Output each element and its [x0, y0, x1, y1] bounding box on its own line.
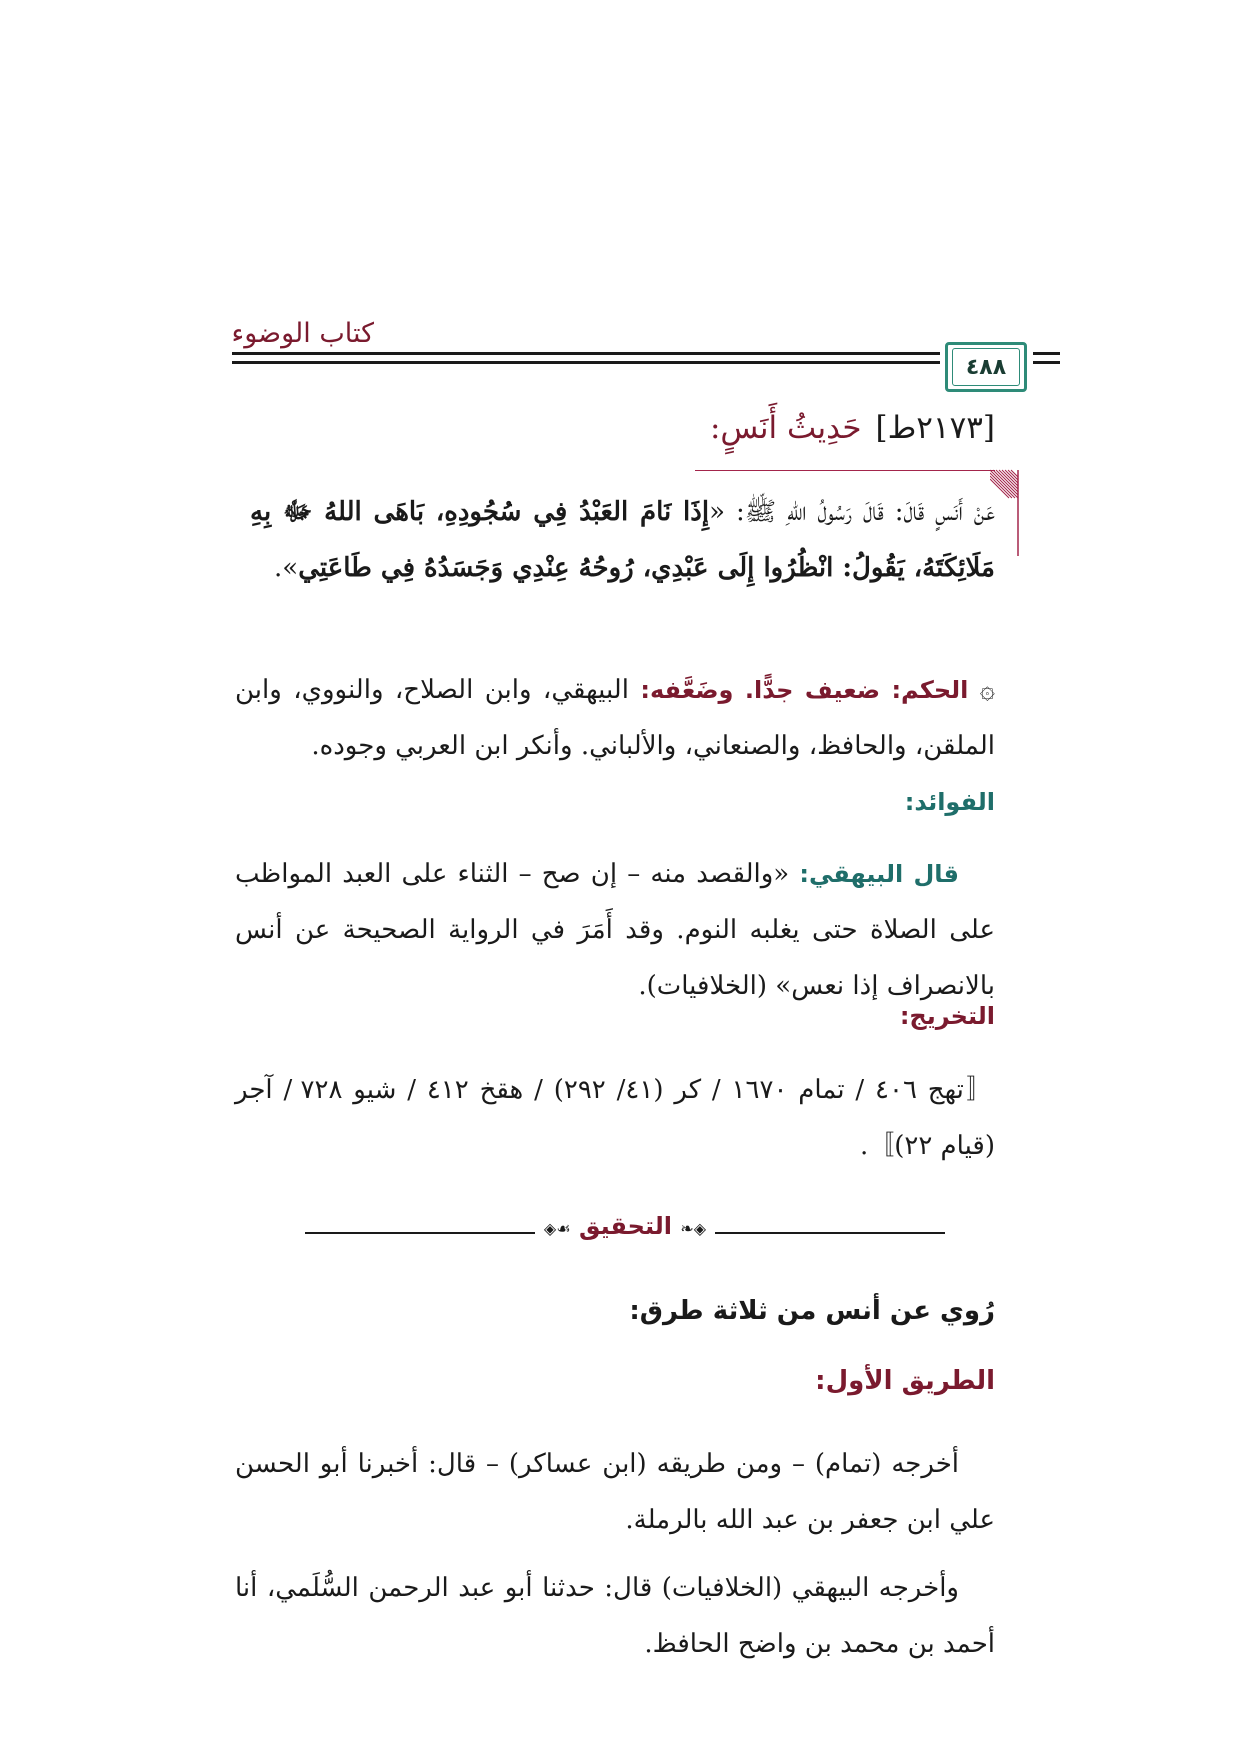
tahqiq-paragraph-2: وأخرجه البيهقي (الخلافيات) قال: حدثنا أبو عبد الرحمن السُّلَمي، أنا أحمد بن محمد بن واضح الحافظ.: [235, 1573, 995, 1659]
benefits-label: الفوائد:: [904, 788, 995, 816]
weakened-label: وضَعَّفه:: [640, 676, 734, 704]
takhrij-label: التخريج:: [899, 1002, 995, 1030]
hadith-matn: [250, 484, 995, 596]
hadith-title: حَدِيثُ أَنَسٍ:: [709, 410, 862, 446]
page-number-badge: [945, 342, 1027, 392]
tahqiq-intro: رُوي عن أنس من ثلاثة طرق:: [629, 1296, 995, 1326]
divider-ornament-icon: ☙◈: [543, 1219, 571, 1238]
matn-closing: ».: [274, 553, 299, 583]
ruling-icon: ۞: [979, 675, 996, 705]
matn-frame-line: [695, 470, 995, 471]
hadith-number: [٢١٧٣ط]: [875, 410, 995, 446]
ruling-verdict: ضعيف جدًّا.: [744, 676, 881, 704]
tahqiq-title: التحقيق: [578, 1212, 672, 1240]
header-rule-bottom: [232, 361, 940, 364]
benefits-text: «والقصد منه – إن صح – الثناء على العبد المواظب على الصلاة حتى يغلبه النوم. وقد أَمَرَ في الرواية الصحيحة عن أنس بالانصراف إذا نعس» (الخلافيات).: [235, 859, 995, 1001]
book-title: كتاب الوضوء: [231, 318, 374, 349]
matn-text: إِذَا نَامَ العَبْدُ فِي سُجُودِهِ، بَاهَى اللهُ ﷻ بِهِ مَلَائِكَتَهُ، يَقُولُ: انْظُرُوا إِلَى عَبْدِي، رُوحُهُ عِنْدِي وَجَسَدُهُ فِي طَاعَتِي: [250, 497, 995, 583]
benefits-speaker: قال البيهقي:: [799, 860, 959, 888]
tahqiq-divider: [245, 1210, 1005, 1250]
benefits-paragraph: [235, 846, 995, 1014]
header-rule-right-bottom: [1033, 361, 1060, 364]
ruling-text: البيهقي، وابن الصلاح، والنووي، وابن الملقن، والحافظ، والصنعاني، والألباني. وأنكر ابن العربي وجوده.: [235, 675, 995, 761]
page-number: ٤٨٨: [952, 348, 1020, 386]
hadith-heading: [710, 410, 995, 446]
page-header: [0, 0, 1240, 400]
takhrij-paragraph: 〚تهج ٤٠٦ / تمام ١٦٧٠ / كر (٤١/ ٢٩٢) / هقخ ٤١٢ / شيو ٧٢٨ / آجر (قيام ٢٢)〛.: [235, 1075, 995, 1161]
first-way-label: الطريق الأول:: [815, 1366, 995, 1396]
matn-intro: عَنْ أَنَسٍ قَالَ: قَالَ رَسُولُ اللهِ ﷺ: «: [709, 497, 996, 527]
header-rule-right-top: [1033, 352, 1060, 355]
header-rule-top: [232, 352, 940, 355]
ruling-label: الحكم:: [891, 676, 969, 704]
divider-ornament-icon: ◈❧: [680, 1219, 707, 1238]
tahqiq-paragraph-1: أخرجه (تمام) – ومن طريقه (ابن عساكر) – قال: أخبرنا أبو الحسن علي ابن جعفر بن عبد الله بالرملة.: [235, 1449, 995, 1535]
ruling-paragraph: [235, 662, 995, 774]
